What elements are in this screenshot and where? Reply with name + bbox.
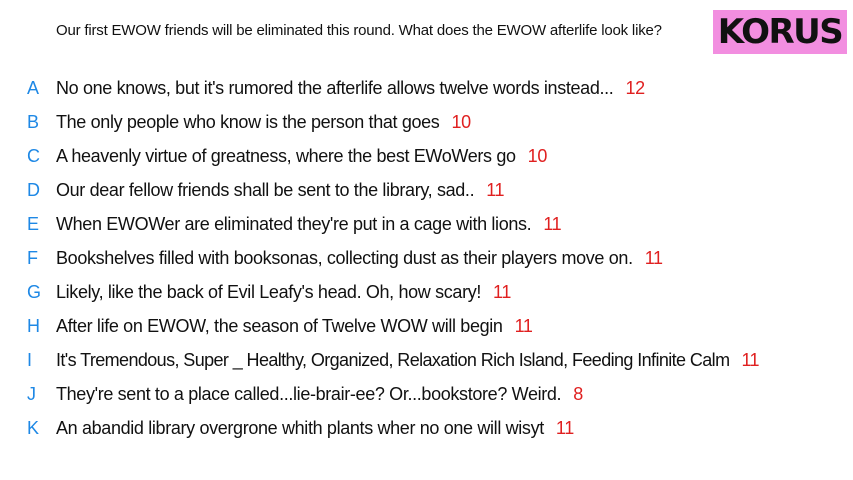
response-letter: E bbox=[27, 213, 40, 234]
response-letter: D bbox=[27, 179, 40, 200]
word-count: 8 bbox=[573, 383, 583, 404]
response-text: No one knows, but it's rumored the afterlife allows twelve words instead... bbox=[56, 77, 614, 98]
word-count: 11 bbox=[486, 179, 505, 200]
response-text: The only people who know is the person that goes bbox=[56, 111, 440, 132]
response-text: Our dear fellow friends shall be sent to the library, sad.. bbox=[56, 179, 475, 200]
response-letter: C bbox=[27, 145, 40, 166]
response-letter: I bbox=[27, 349, 33, 370]
word-count: 11 bbox=[493, 281, 512, 302]
response-text: Likely, like the back of Evil Leafy's head. Oh, how scary! bbox=[56, 281, 482, 302]
response-text: An abandid library overgrone whith plants wher no one will wisyt bbox=[56, 417, 544, 438]
prompt-text: Our first EWOW friends will be eliminated this round. What does the EWOW afterlife look like? bbox=[56, 22, 662, 39]
brand-logo: KORUS bbox=[713, 10, 847, 54]
word-count: 10 bbox=[451, 111, 471, 132]
response-letter: J bbox=[27, 383, 36, 404]
response-text: They're sent to a place called...lie-brair-ee? Or...bookstore? Weird. bbox=[56, 383, 562, 404]
response-letter: A bbox=[27, 77, 40, 98]
response-letter: K bbox=[27, 417, 40, 438]
word-count: 10 bbox=[527, 145, 547, 166]
response-letter: B bbox=[27, 111, 40, 132]
response-text: After life on EWOW, the season of Twelve WOW will begin bbox=[56, 315, 503, 336]
word-count: 11 bbox=[741, 349, 759, 370]
word-count: 11 bbox=[555, 417, 574, 438]
word-count: 11 bbox=[644, 247, 663, 268]
response-text: Bookshelves filled with booksonas, collecting dust as their players move on. bbox=[56, 247, 633, 268]
response-letter: F bbox=[27, 247, 38, 268]
word-count: 11 bbox=[543, 213, 562, 234]
response-text: A heavenly virtue of greatness, where the best EWoWers go bbox=[56, 145, 516, 166]
response-text: When EWOWer are eliminated they're put in a cage with lions. bbox=[56, 213, 532, 234]
response-letter: H bbox=[27, 315, 40, 336]
word-count: 12 bbox=[625, 77, 645, 98]
response-text: It's Tremendous, Super _ Healthy, Organized, Relaxation Rich Island, Feeding Infinite Calm bbox=[56, 349, 730, 370]
response-letter: G bbox=[27, 281, 42, 302]
word-count: 11 bbox=[514, 315, 533, 336]
